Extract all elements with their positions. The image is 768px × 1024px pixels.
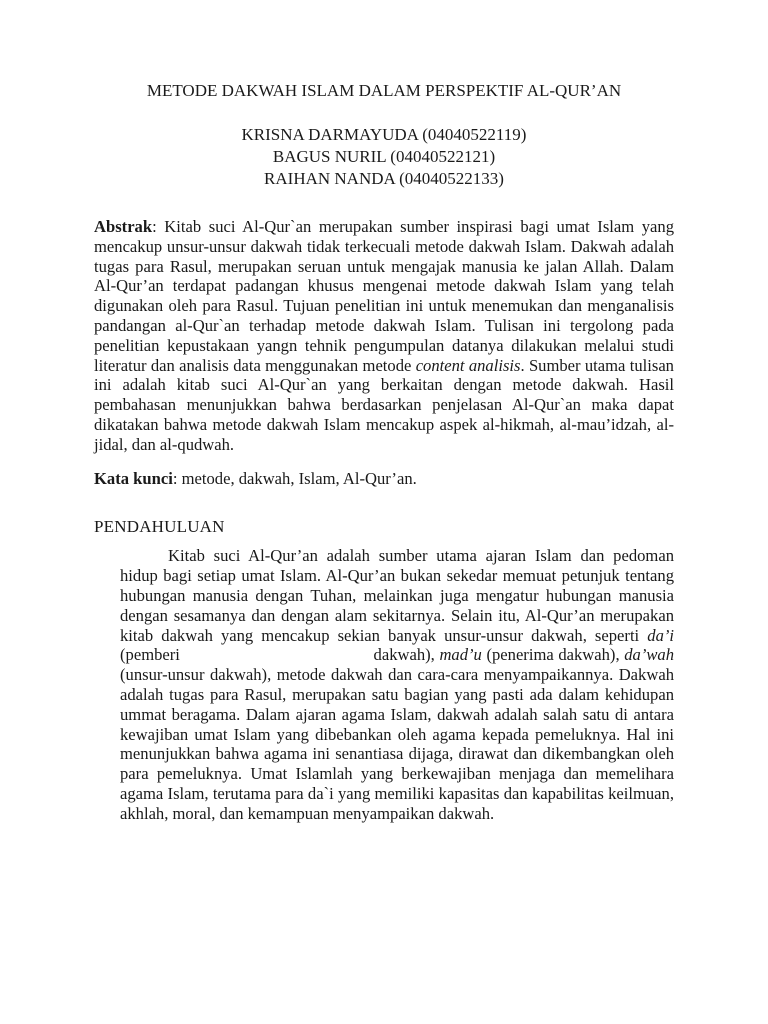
keywords-label: Kata kunci bbox=[94, 468, 173, 488]
section-heading: PENDAHULUAN bbox=[94, 517, 225, 537]
author-1: KRISNA DARMAYUDA (04040522119) bbox=[241, 125, 527, 144]
intro-italic-dai: da’i bbox=[647, 625, 674, 645]
abstract-label: Abstrak bbox=[94, 217, 153, 236]
author-2: BAGUS NURIL (04040522121) bbox=[272, 147, 496, 166]
abstract-text-2: . Sumber utama tulisan ini adalah kitab suci Al-Qur`an yang berkaitan dengan metode dakwah. Hasil pembahasan menunjukkan bahwa berdasarkan penjelasan Al-Qur`an maka dapat dikatakan bahwa metode dakwah Islam mencakup aspek al-hikmah, al-mau’idzah, al-jidal, dan al-qudwah. bbox=[94, 355, 674, 454]
document-page bbox=[94, 80, 679, 824]
abstract-text-1: : Kitab suci Al-Qur`an merupakan sumber inspirasi bagi umat Islam yang mencakup unsur-unsur dakwah tidak terkecuali metode dakwah Islam. Dakwah adalah tugas para Rasul, merupakan seruan untuk mengajak manusia ke jalan Allah. Dalam Al-Qur’an terdapat padangan khusus mengenai metode dakwah Islam yang telah digunakan oleh para Rasul. Tujuan penelitian ini untuk menemukan dan menganalisis pandangan al-Qur`an terhadap metode dakwah Islam. Tulisan ini tergolong pada penelitian kepustakaan yangn tehnik pengumpulan datanya dilakukan melalui studi literatur dan analisis data menggunakan metode bbox=[94, 217, 674, 375]
paper-title: METODE DAKWAH ISLAM DALAM PERSPEKTIF AL-QUR’AN bbox=[146, 81, 622, 100]
author-3: RAIHAN NANDA (04040522133) bbox=[264, 169, 504, 188]
intro-paragraph bbox=[120, 546, 679, 823]
intro-italic-dawah: da’wah bbox=[624, 645, 674, 665]
intro-text-3: (penerima dakwah), bbox=[481, 645, 625, 665]
intro-text-2: (pemberi dakwah), bbox=[120, 625, 679, 665]
intro-italic-madu: mad’u bbox=[439, 645, 482, 665]
keywords-text: : metode, dakwah, Islam, Al-Qur’an. bbox=[172, 468, 417, 488]
abstract-italic-term: content analisis bbox=[415, 355, 521, 375]
keywords-paragraph bbox=[94, 469, 674, 489]
intro-text-1: Kitab suci Al-Qur’an adalah sumber utama ajaran Islam dan pedoman hidup bagi setiap umat Islam. Al-Qur’an bukan sekedar memuat petunjuk tentang hubungan manusia dengan Tuhan, melainkan juga mengatur hubungan manusia dengan sesamanya dan dengan alam sekitarnya. Selain itu, Al-Qur’an merupakan kitab dakwah yang mencakup sekian banyak unsur-unsur dakwah, seperti bbox=[120, 546, 674, 645]
abstract-paragraph bbox=[94, 217, 674, 455]
author-list bbox=[94, 124, 674, 190]
intro-text-4: (unsur-unsur dakwah), metode dakwah dan cara-cara menyampaikannya. Dakwah adalah tugas para Rasul, merupakan satu bagian yang pasti ada dalam kehidupan ummat beragama. Dalam ajaran agama Islam, dakwah adalah salah satu di antara kewajiban umat Islam yang dibebankan oleh agama kepada pemeluknya. Hal ini menunjukkan bahwa agama ini senantiasa dijaga, dirawat dan dikembangkan oleh para pemeluknya. Umat Islamlah yang berkewajiban menjaga dan memelihara agama Islam, terutama para da`i yang memiliki kapasitas dan kapabilitas keilmuan, akhlah, moral, dan kemampuan menyampaikan dakwah. bbox=[120, 665, 674, 823]
